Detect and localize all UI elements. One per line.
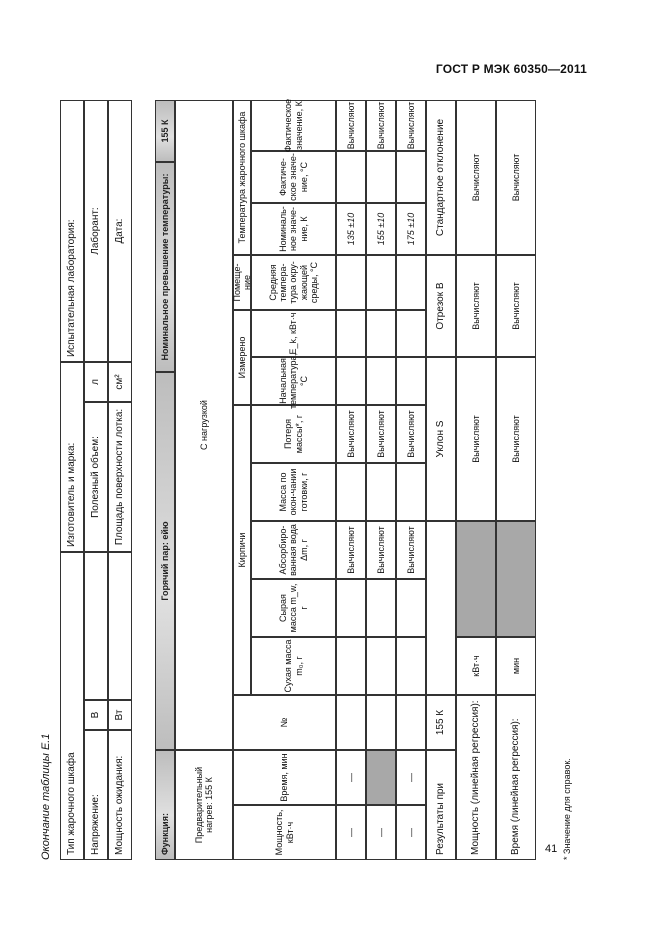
- standby-power-label: Мощность ожидания:: [108, 730, 132, 860]
- col-wet-mass: Сырая масса m_w, г: [251, 579, 336, 637]
- nominal-temp-label: Номинальное превышение температуры:: [155, 162, 175, 372]
- volume-label: Полезный объем:: [84, 402, 108, 552]
- rotated-table-block: [40, 100, 580, 860]
- power-regression-shaded: [456, 521, 496, 637]
- power-segment: Вычисляют: [456, 255, 496, 357]
- row1-end-mass[interactable]: [336, 463, 366, 521]
- row2-end-mass[interactable]: [366, 463, 396, 521]
- row1-time: —: [336, 750, 366, 805]
- oven-temp-group: Температура жарочного шкафа: [233, 100, 251, 255]
- time-regression-unit: мин: [496, 637, 536, 695]
- col-mass-loss: Потеря массы*, г: [251, 405, 336, 463]
- row3-time: —: [396, 750, 426, 805]
- row3-end-mass[interactable]: [396, 463, 426, 521]
- results-temp: 155 К: [426, 695, 456, 750]
- time-regression-label: Время (линейная регрессия):: [496, 695, 536, 860]
- power-std-dev: Вычисляют: [456, 100, 496, 255]
- table-caption: Окончание таблицы Е.1: [40, 733, 52, 860]
- nominal-temp-value: 155 К: [155, 100, 175, 162]
- manufacturer-label: Изготовитель и марка:: [60, 362, 84, 552]
- preheat-label: Предварительный нагрев: 155 К: [175, 750, 233, 860]
- row3-actual-c[interactable]: [396, 151, 426, 203]
- row1-actual-k: Вычисляют: [336, 100, 366, 151]
- col-ambient-temp: Средняя темпера-тура окру-жающей среды, °С: [251, 255, 336, 310]
- row1-no[interactable]: [336, 695, 366, 750]
- row2-absorbed: Вычисляют: [366, 521, 396, 579]
- col-end-mass: Масса по окон-чании готовки, г: [251, 463, 336, 521]
- with-load-label: С нагрузкой: [175, 100, 233, 750]
- power-slope: Вычисляют: [456, 357, 496, 521]
- row2-start-temp[interactable]: [366, 357, 396, 405]
- time-regression-shaded: [496, 521, 536, 637]
- row3-wet-mass[interactable]: [396, 579, 426, 637]
- col-absorbed-water: Абсорбиро-ванная вода Δm, г: [251, 521, 336, 579]
- row3-no[interactable]: [396, 695, 426, 750]
- assistant-label: Лаборант:: [84, 100, 108, 362]
- document-header: ГОСТ Р МЭК 60350—2011: [435, 62, 587, 76]
- tray-area-unit: см²: [108, 362, 132, 402]
- standby-power-unit: Вт: [108, 700, 132, 730]
- tray-area-label: Площадь поверхности лотка:: [108, 402, 132, 552]
- page-number: 41: [545, 843, 558, 855]
- row1-loss: Вычисляют: [336, 405, 366, 463]
- col-energy: E_k, кВт·ч: [251, 310, 336, 357]
- row3-nominal: 175 ±10: [396, 203, 426, 255]
- voltage-value[interactable]: [84, 552, 108, 700]
- standby-power-value[interactable]: [108, 552, 132, 700]
- time-min-header: Время, мин: [233, 750, 336, 805]
- row3-power: —: [396, 805, 426, 860]
- results-blank: [426, 521, 456, 695]
- row3-energy[interactable]: [396, 310, 426, 357]
- row2-wet-mass[interactable]: [366, 579, 396, 637]
- row2-power: —: [366, 805, 396, 860]
- row1-power: —: [336, 805, 366, 860]
- voltage-unit: В: [84, 700, 108, 730]
- results-label: Результаты при: [426, 750, 456, 860]
- row1-absorbed: Вычисляют: [336, 521, 366, 579]
- row3-actual-k: Вычисляют: [396, 100, 426, 151]
- row2-ambient[interactable]: [366, 255, 396, 310]
- volume-unit: л: [84, 362, 108, 402]
- bricks-group: Кирпичи: [233, 405, 251, 695]
- row1-dry-mass[interactable]: [336, 637, 366, 695]
- row2-no[interactable]: [366, 695, 396, 750]
- slope-header: Уклон S: [426, 357, 456, 521]
- date-label: Дата:: [108, 100, 132, 362]
- room-group: Помеще-ние: [233, 255, 251, 310]
- row1-start-temp[interactable]: [336, 357, 366, 405]
- col-dry-mass: Сухая масса m₀, г: [251, 637, 336, 695]
- col-start-temp: Начальная температура, °С: [251, 357, 336, 405]
- footnote: * Значение для справок.: [562, 758, 572, 860]
- row2-loss: Вычисляют: [366, 405, 396, 463]
- heating-mode: Горячий пар: ейю: [155, 372, 175, 750]
- time-slope: Вычисляют: [496, 357, 536, 521]
- row1-wet-mass[interactable]: [336, 579, 366, 637]
- row3-dry-mass[interactable]: [396, 637, 426, 695]
- row2-actual-c[interactable]: [366, 151, 396, 203]
- row2-energy[interactable]: [366, 310, 396, 357]
- function-label: Функция:: [155, 750, 175, 860]
- col-actual-c: Фактиче-ское значе-ние, °С: [251, 151, 336, 203]
- col-nominal: Номиналь-ное значе-ние, К: [251, 203, 336, 255]
- row1-energy[interactable]: [336, 310, 366, 357]
- row2-time-shaded: [366, 750, 396, 805]
- row1-actual-c[interactable]: [336, 151, 366, 203]
- row3-start-temp[interactable]: [396, 357, 426, 405]
- time-segment: Вычисляют: [496, 255, 536, 357]
- col-actual-k: Фактическое значение, К: [251, 100, 336, 151]
- row1-ambient[interactable]: [336, 255, 366, 310]
- row2-dry-mass[interactable]: [366, 637, 396, 695]
- row1-nominal: 135 ±10: [336, 203, 366, 255]
- row3-loss: Вычисляют: [396, 405, 426, 463]
- voltage-label: Напряжение:: [84, 730, 108, 860]
- lab-label: Испытательная лаборатория:: [60, 100, 84, 362]
- row2-actual-k: Вычисляют: [366, 100, 396, 151]
- std-dev-header: Стандартное отклонение: [426, 100, 456, 255]
- row3-ambient[interactable]: [396, 255, 426, 310]
- power-kwh-header: Мощность, кВт·ч: [233, 805, 336, 860]
- row2-nominal: 155 ±10: [366, 203, 396, 255]
- power-regression-label: Мощность (линейная регрессия):: [456, 695, 496, 860]
- segment-header: Отрезок B: [426, 255, 456, 357]
- measured-group: Измерено: [233, 310, 251, 405]
- row3-absorbed: Вычисляют: [396, 521, 426, 579]
- power-regression-unit: кВт·ч: [456, 637, 496, 695]
- col-no: №: [233, 695, 336, 750]
- oven-type-label: Тип жарочного шкафа: [60, 552, 84, 860]
- time-std-dev: Вычисляют: [496, 100, 536, 255]
